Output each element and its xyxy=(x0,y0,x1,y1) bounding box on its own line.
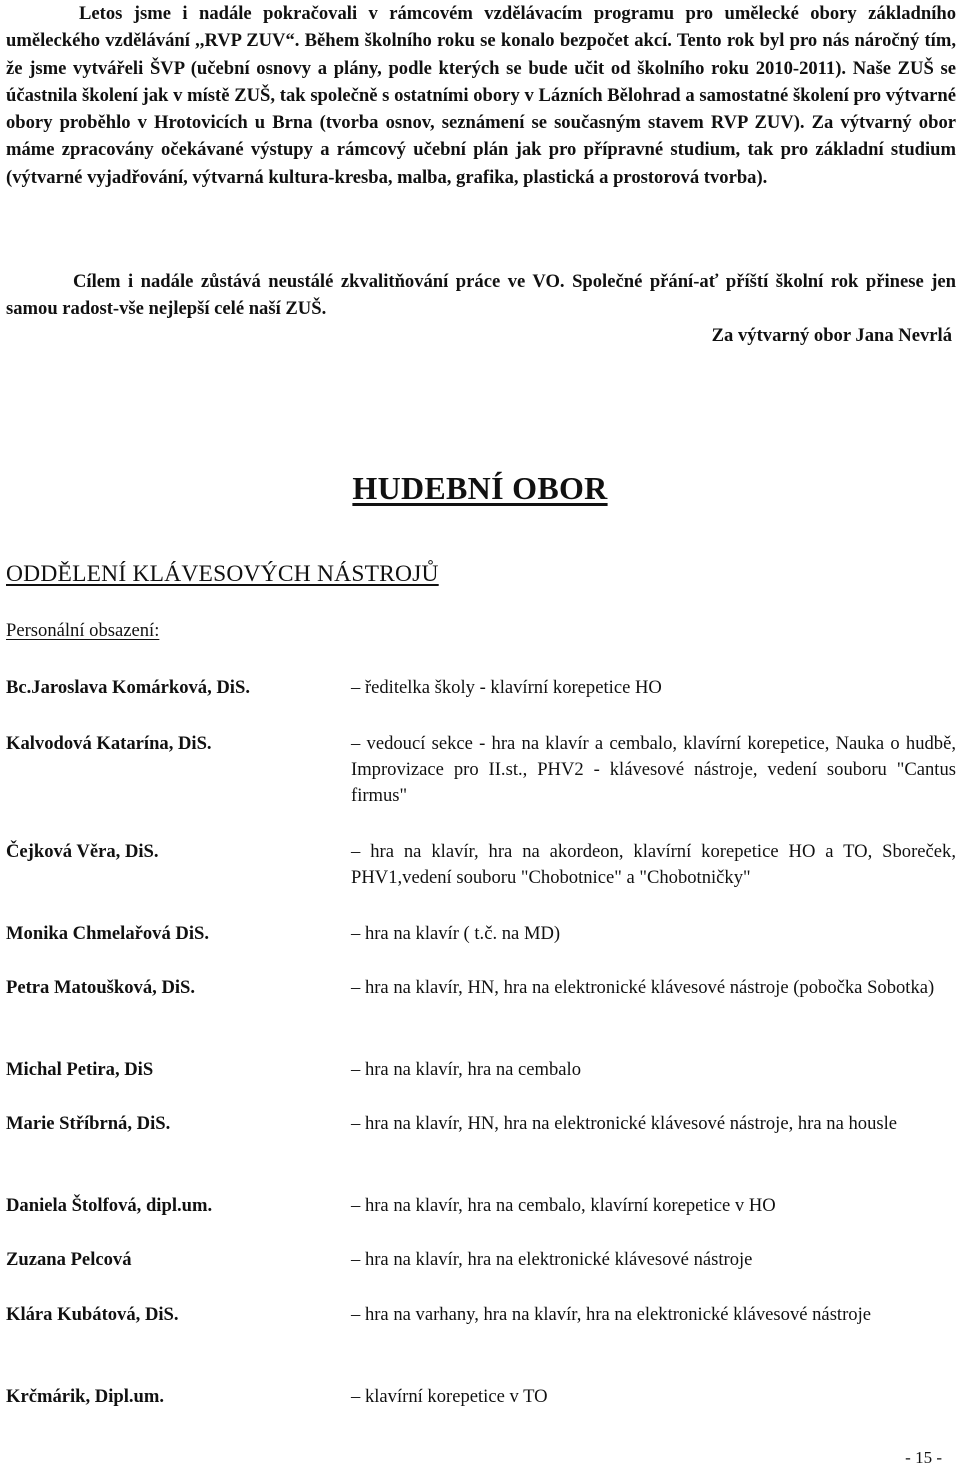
staff-name: Petra Matoušková, DiS. xyxy=(6,977,196,998)
staff-role: – hra na klavír, hra na elektronické klávesové nástroje xyxy=(351,1249,753,1270)
staff-name: Marie Stříbrná, DiS. xyxy=(6,1113,171,1134)
staff-role: – hra na klavír, hra na akordeon, klavírní korepetice HO a TO, Sboreček, PHV1,vedení souboru "Chobotnice" a "Chobotničky" xyxy=(351,841,956,888)
staff-label: Personální obsazení: xyxy=(6,620,160,641)
staff-name: Daniela Štolfová, dipl.um. xyxy=(6,1195,213,1216)
closing-paragraph: Cílem i nadále zůstává neustálé zkvalitňování práce ve VO. Společné přání-ať příští školní rok přinese jen samou radost-vše nejlepší celé naší ZUŠ. xyxy=(6,271,956,320)
staff-role: – hra na varhany, hra na klavír, hra na elektronické klávesové nástroje xyxy=(351,1304,871,1325)
staff-role: – ředitelka školy - klavírní korepetice HO xyxy=(351,677,662,698)
intro-paragraph: Letos jsme i nadále pokračovali v rámcovém vzdělávacím programu pro umělecké obory základního uměleckého vzdělávání ,,RVP ZUV“. Během školního roku se konalo bezpočet akcí. Tento rok byl pro nás náročný tím, že jsme vytvářeli ŠVP (učební osnovy a plány, podle kterých se bude učit od školního roku 2010-2011). Naše ZUŠ se účastnila školení jak v místě ZUŠ, tak společně s ostatními obory v Lázních Bělohrad a samostatné školení pro výtvarné obory proběhlo v Hrotovicích u Brna (tvorba osnov, seznámení se současným stavem RVP ZUV). Za výtvarný obor máme zpracovány očekávané výstupy a rámcový učební plán jak pro přípravné studium, tak pro základní studium (výtvarné vyjadřování, výtvarná kultura-kresba, malba, grafika, plastická a prostorová tvorba). xyxy=(6,3,956,188)
staff-name: Zuzana Pelcová xyxy=(6,1249,132,1270)
staff-role: – hra na klavír, HN, hra na elektronické klávesové nástroje, hra na housle xyxy=(351,1113,898,1134)
staff-name: Michal Petira, DiS xyxy=(6,1059,154,1080)
staff-name: Monika Chmelařová DiS. xyxy=(6,923,209,944)
staff-name: Klára Kubátová, DiS. xyxy=(6,1304,179,1325)
staff-role: – vedoucí sekce - hra na klavír a cembalo, klavírní korepetice, Nauka o hudbě, Improvizace pro II.st., PHV2 - klávesové nástroje, vedení souboru "Cantus firmus" xyxy=(351,733,956,806)
staff-name: Bc.Jaroslava Komárková, DiS. xyxy=(6,677,250,698)
page-number: - 15 - xyxy=(905,1448,942,1467)
staff-role: – hra na klavír, HN, hra na elektronické klávesové nástroje (pobočka Sobotka) xyxy=(351,977,935,998)
section-heading: HUDEBNÍ OBOR xyxy=(352,470,608,506)
staff-name: Krčmárik, Dipl.um. xyxy=(6,1386,165,1407)
signature: Za výtvarný obor Jana Nevrlá xyxy=(711,325,952,346)
staff-role: – klavírní korepetice v TO xyxy=(351,1386,548,1407)
department-heading: ODDĚLENÍ KLÁVESOVÝCH NÁSTROJŮ xyxy=(6,561,439,587)
staff-name: Kalvodová Katarína, DiS. xyxy=(6,733,212,754)
staff-role: – hra na klavír, hra na cembalo xyxy=(351,1059,582,1080)
staff-name: Čejková Věra, DiS. xyxy=(6,841,159,862)
staff-role: – hra na klavír ( t.č. na MD) xyxy=(351,923,561,944)
staff-role: – hra na klavír, hra na cembalo, klavírní korepetice v HO xyxy=(351,1195,776,1216)
